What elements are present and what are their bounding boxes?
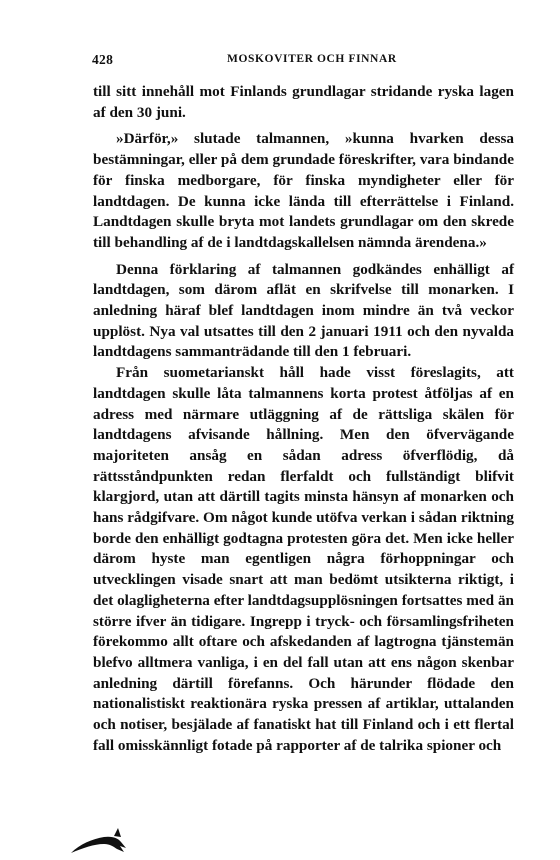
paragraph-quote: »Därför,» slutade talmannen, »kunna hvarken dessa bestämningar, eller på dem grundade föreskrifter, vara bindande för finska medborgare, för finska myndigheter eller för landtdagen. De kunna icke lända till efterrättelse i Finland. Landtdagen skulle bryta mot landets grundlagar om den skrede till behandling af de i landtdagskallelsen nämnda ärendena.» (93, 130, 514, 251)
paragraph-main: Från suometarianskt håll hade visst föreslagits, att landtdagen skulle låta talmannens korta protest åtföljas af en adress med närmare utläggning af de rättsliga skälen för landtdagens afvisande hållning. Men den öfvervägande majoriteten ansåg en sådan adress öfverflödig, då rättsståndpunkten redan flerfaldt och fullständigt blifvit klargjord, utan att därtill tagits minsta hänsyn af monarken och hans rådgifvare. Om något kunde utöfva verkan i sådan riktning borde den enhälligt godtagna protesten göra det. Men icke heller därom hyste man egentligen några förhoppningar och utvecklingen visade snart att man bedömt utsikterna riktigt, i det olagligheterna efter landtdagsupplösningen fortsattes med än större ifver än tidigare. Ingrepp i tryck- och församlingsfriheten förekommo allt oftare och afskedanden af lagtrogna tjänstemän blefvo alltmera vanliga, i en del fall utan att ens någon skenbar anledning därtill förefanns. Och härunder flödade den nationalistiskt reaktionära ryska pressen af artiklar, uttalanden och notiser, besjälade af fanatiskt hat till Finland och i ett flertal fall omisskännligt fotade på rapporter af de talrika spioner och (93, 364, 514, 754)
paragraph-declaration: Denna förklaring af talmannen godkändes enhälligt af landtdagen, som därom aflät en skrifvelse till monarken. I anledning häraf blef landtdagen inom mindre än två veckor upplöst. Nya val utsattes till den 2 januari 1911 och den nyvalda landtdagens sammanträdande till den 1 februari. (93, 260, 514, 361)
body-text (93, 82, 514, 757)
running-head (92, 52, 513, 72)
printer-ornament-icon (68, 822, 136, 856)
paragraph-continuation: till sitt innehåll mot Finlands grundlagar stridande ryska lagen af den 30 juni. (93, 83, 514, 121)
page-number: 428 (92, 52, 114, 67)
running-title: MOSKOVITER OCH FINNAR (227, 53, 397, 65)
